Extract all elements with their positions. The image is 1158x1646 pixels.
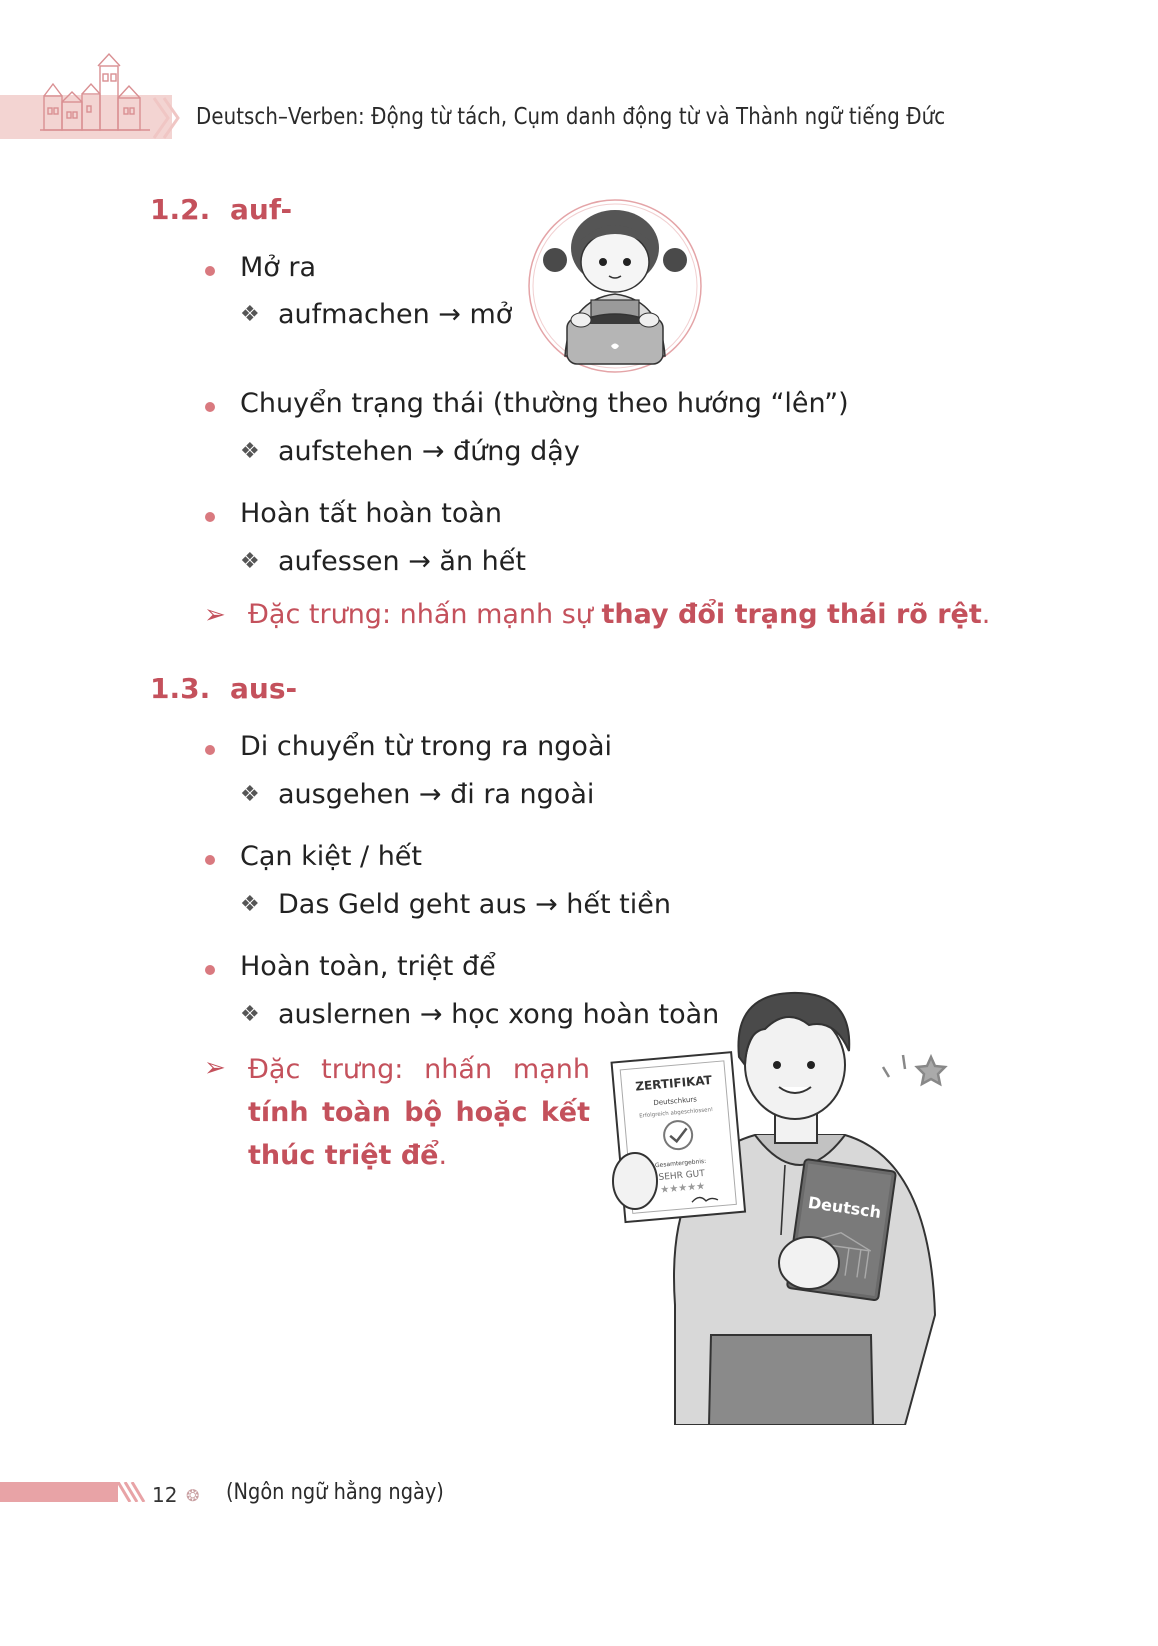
certificate-result: SEHR GUT [658,1168,706,1183]
example-text: aufmachen → mở [278,299,513,330]
bullet-label: Hoàn tất hoàn toàn [240,498,502,529]
bullet-dot [205,855,215,865]
boy-with-certificate-illustration [605,985,950,1425]
feature-line-3 [248,1134,590,1177]
bullet-label: Chuyển trạng thái (thường theo hướng “lên”) [240,388,849,419]
bullet-dot [205,266,215,276]
certificate-course: Deutschkurs [653,1095,698,1108]
girl-opening-bag-illustration [525,196,705,376]
diamond-icon: ❖ [240,1002,260,1027]
bullet-label: Cạn kiệt / hết [240,841,422,872]
diamond-icon: ❖ [240,439,260,464]
feature-suffix: . [438,1140,448,1171]
feature-emphasis: thúc triệt để [248,1140,439,1171]
feature-note [248,1048,590,1177]
arrow-marker-icon: ➢ [204,1053,226,1083]
example-text: ausgehen → đi ra ngoài [278,779,595,810]
footer-stripes-icon [116,1482,150,1502]
example-line [240,546,526,577]
example-text: aufstehen → đứng dậy [278,436,580,467]
feature-line-2: tính toàn bộ hoặc kết [248,1097,590,1128]
bullet-label: Di chuyển từ trong ra ngoài [240,731,613,762]
castle-icon [40,52,150,134]
diamond-icon: ❖ [240,782,260,807]
example-line [240,436,580,467]
example-line [240,779,594,810]
section-heading-aus [150,672,297,705]
feature-prefix: Đặc trưng: nhấn mạnh sự [248,599,602,630]
section-number: 1.2. [150,193,211,226]
feature-suffix: . [981,599,991,630]
header-title: Deutsch–Verben: Động từ tách, Cụm danh động từ và Thành ngữ tiếng Đức [196,104,946,130]
section-number: 1.3. [150,672,211,705]
header-chevron-icon [150,96,186,140]
footer-text: (Ngôn ngữ hằng ngày) [226,1480,444,1505]
diamond-icon: ❖ [240,302,260,327]
diamond-icon: ❖ [240,892,260,917]
diamond-icon: ❖ [240,549,260,574]
example-text: Das Geld geht aus → hết tiền [278,889,671,920]
footer-band [0,1482,118,1502]
example-line [240,889,671,920]
bullet-label: Hoàn toàn, triệt để [240,951,496,982]
section-prefix: aus- [230,672,298,705]
feature-line-1: Đặc trưng: nhấn mạnh [248,1054,590,1085]
bullet-dot [205,512,215,522]
bullet-dot [205,965,215,975]
section-heading-auf [150,193,292,226]
page-number: 12 [152,1483,178,1507]
section-prefix: auf- [230,193,293,226]
arrow-marker-icon: ➢ [204,600,226,630]
bullet-dot [205,402,215,412]
rating-stars-icon: ★★★★★ [659,1180,706,1196]
certificate-result-label: Gesamtergebnis: [654,1157,707,1170]
bullet-dot [205,745,215,755]
bullet-label: Mở ra [240,252,317,283]
example-line [240,299,512,330]
example-text: auslernen → học xong hoàn toàn [278,999,720,1030]
feature-note [248,599,990,630]
book-title: Deutsch [806,1192,883,1222]
footer-ornament-icon: ❂ [186,1486,200,1505]
certificate-line: Erfolgreich abgeschlossen! [639,1106,714,1120]
example-text: aufessen → ăn hết [278,546,526,577]
feature-emphasis: thay đổi trạng thái rõ rệt [601,599,982,630]
certificate-title: ZERTIFIKAT [634,1073,713,1094]
